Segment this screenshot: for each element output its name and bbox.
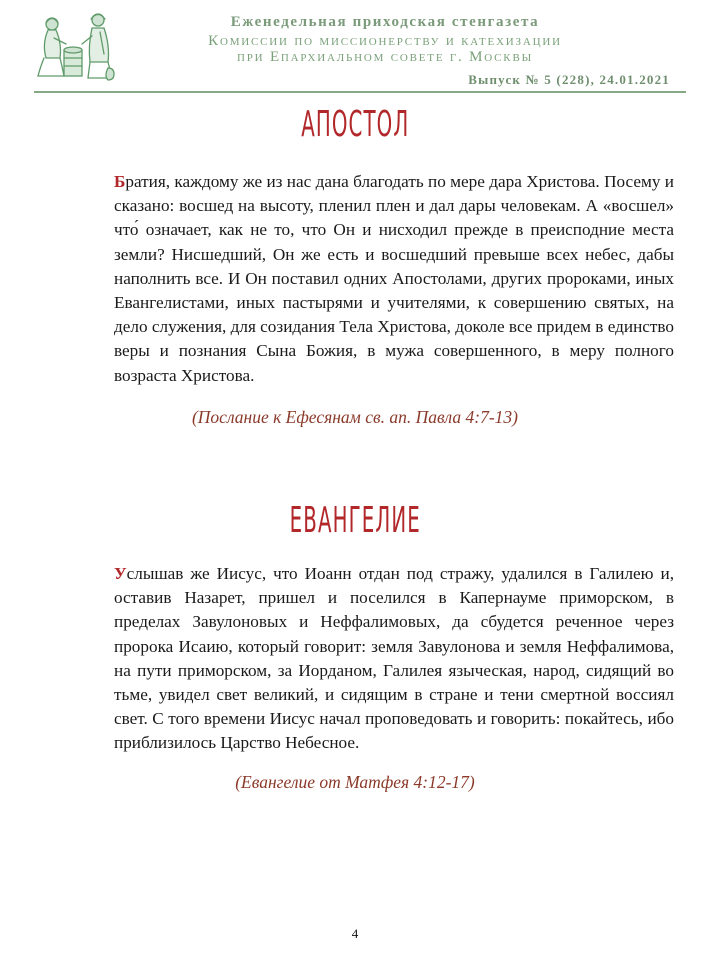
header-subtitle: Еженедельная приходская стенгазета [230, 14, 540, 30]
gospel-citation: (Евангелие от Матфея 4:12-17) [235, 772, 475, 792]
newspaper-header [0, 0, 710, 96]
gospel-title: ЕВАНГЕЛИЕ [289, 500, 421, 541]
header-council: при Епархиальном совете г. Москвы [237, 49, 533, 65]
apostle-title: АПОСТОЛ [300, 104, 410, 145]
issue-info: Выпуск № 5 (228), 24.01.2021 [468, 72, 670, 87]
page-number: 4 [351, 926, 359, 941]
apostle-text: ратия, каждому же из нас дана благодать по мере дара Христова. Посему и сказано: восшед на высоту, пленил плен и дал дары человекам. А «восшел» что́ означает, как не то, что Он и нисходил прежде в преисподние места земли? Нисшедший, Он же есть и восшедший превыше всех небес, дабы наполнить все. И Он поставил одних Апостолами, других пророками, иных Евангелистами, иных пастырями и учителями, к совершению святых, на дело служения, для созидания Тела Христова, доколе все придем в единство веры и познания Сына Божия, в мужа совершенного, в меру полного возраста Христова. [114, 172, 674, 385]
gospel-reading [114, 562, 674, 756]
header-divider [34, 91, 686, 93]
header-commission: Комиссии по миссионерству и катехизации [208, 33, 562, 49]
samaritan-woman-well-logo-icon [34, 10, 118, 82]
apostle-reading [114, 170, 674, 388]
gospel-initial: У [114, 564, 127, 583]
gospel-text: слышав же Иисус, что Иоанн отдан под стражу, удалился в Галилею и, оставив Назарет, пришел и поселился в Капернауме приморском, в пределах Завулоновых и Неффалимовых, да сбудется реченное через пророка Исаию, который говорит: земля Завулонова и земля Неффалимова, на пути приморском, за Иорданом, Галилея языческая, народ, сидящий во тьме, увидел свет великий, и сидящим в стране и тени смертной воссиял свет. С того времени Иисус начал проповедовать и говорить: покайтесь, ибо приблизилось Царство Небесное. [114, 564, 674, 753]
apostle-citation: (Послание к Ефесянам св. ап. Павла 4:7-13) [191, 407, 519, 427]
apostle-initial: Б [114, 172, 126, 191]
